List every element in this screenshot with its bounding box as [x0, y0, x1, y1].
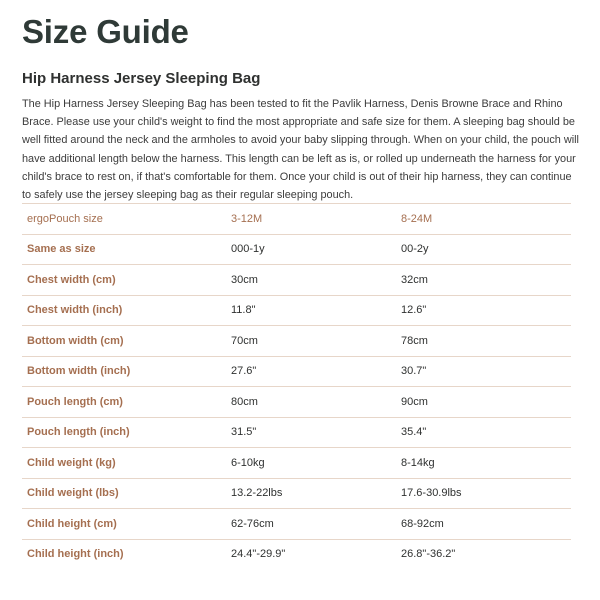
row-value-3-12m: 80cm	[231, 395, 258, 408]
row-value-3-12m: 31.5"	[231, 426, 257, 439]
product-description: The Hip Harness Jersey Sleeping Bag has been tested to fit the Pavlik Harness, Denis Browne Brace and Rhino Brace. Please use your child's weight to find the most appropriate and safe size for them. A sleeping bag should be well fitted around the neck and the armholes to avoid your baby slipping through. When on your child, the pouch will have additional length below the harness. This length can be left as is, or rolled up underneath the harness for your child's brace to rest on, if that's comfortable for them. Once your child is out of their hip harness, they can continue to safely use the jersey sleeping bag as their regular sleeping pouch.	[22, 98, 579, 202]
row-value-8-24m: 12.6"	[401, 304, 427, 317]
table-row	[22, 295, 571, 326]
row-label: Bottom width (cm)	[27, 334, 124, 347]
row-value-8-24m: 32cm	[401, 273, 428, 286]
row-value-3-12m: 11.8"	[231, 304, 256, 317]
table-row	[22, 539, 571, 569]
row-value-8-24m: 30.7"	[401, 365, 427, 378]
row-label: Child weight (kg)	[27, 456, 116, 469]
row-label: Chest width (inch)	[27, 304, 123, 317]
row-value-8-24m: 00-2y	[401, 243, 429, 256]
page-title: Size Guide	[22, 13, 189, 50]
row-value-3-12m: 000-1y	[231, 243, 265, 256]
table-row	[22, 356, 571, 387]
product-subtitle: Hip Harness Jersey Sleeping Bag	[22, 70, 261, 87]
table-row	[22, 234, 571, 265]
row-label: Same as size	[27, 243, 96, 256]
row-value-3-12m: 6-10kg	[231, 456, 265, 469]
table-row	[22, 265, 571, 296]
table-row	[22, 509, 571, 540]
row-label: Pouch length (cm)	[27, 395, 123, 408]
row-label: Child weight (lbs)	[27, 487, 119, 500]
table-row	[22, 417, 571, 448]
header-size-8-24m: 8-24M	[401, 212, 433, 225]
row-label: Child height (inch)	[27, 548, 124, 561]
row-label: Child height (cm)	[27, 517, 117, 530]
header-size-3-12m: 3-12M	[231, 212, 263, 225]
row-value-3-12m: 27.6"	[231, 365, 257, 378]
row-value-3-12m: 13.2-22lbs	[231, 487, 283, 500]
row-value-3-12m: 70cm	[231, 334, 258, 347]
row-value-8-24m: 17.6-30.9lbs	[401, 487, 462, 500]
table-header-row	[22, 204, 571, 235]
header-label: ergoPouch size	[27, 212, 103, 225]
row-value-3-12m: 30cm	[231, 273, 258, 286]
row-label: Pouch length (inch)	[27, 426, 130, 439]
size-table	[22, 203, 571, 569]
row-value-3-12m: 62-76cm	[231, 517, 274, 530]
row-value-8-24m: 68-92cm	[401, 517, 444, 530]
row-label: Chest width (cm)	[27, 273, 116, 286]
row-value-8-24m: 35.4"	[401, 426, 427, 439]
row-value-3-12m: 24.4"-29.9"	[231, 548, 286, 561]
row-label: Bottom width (inch)	[27, 365, 131, 378]
table-row	[22, 478, 571, 509]
table-row	[22, 326, 571, 357]
row-value-8-24m: 78cm	[401, 334, 428, 347]
row-value-8-24m: 90cm	[401, 395, 428, 408]
table-row	[22, 387, 571, 418]
table-row	[22, 448, 571, 479]
row-value-8-24m: 26.8"-36.2"	[401, 548, 456, 561]
row-value-8-24m: 8-14kg	[401, 456, 435, 469]
